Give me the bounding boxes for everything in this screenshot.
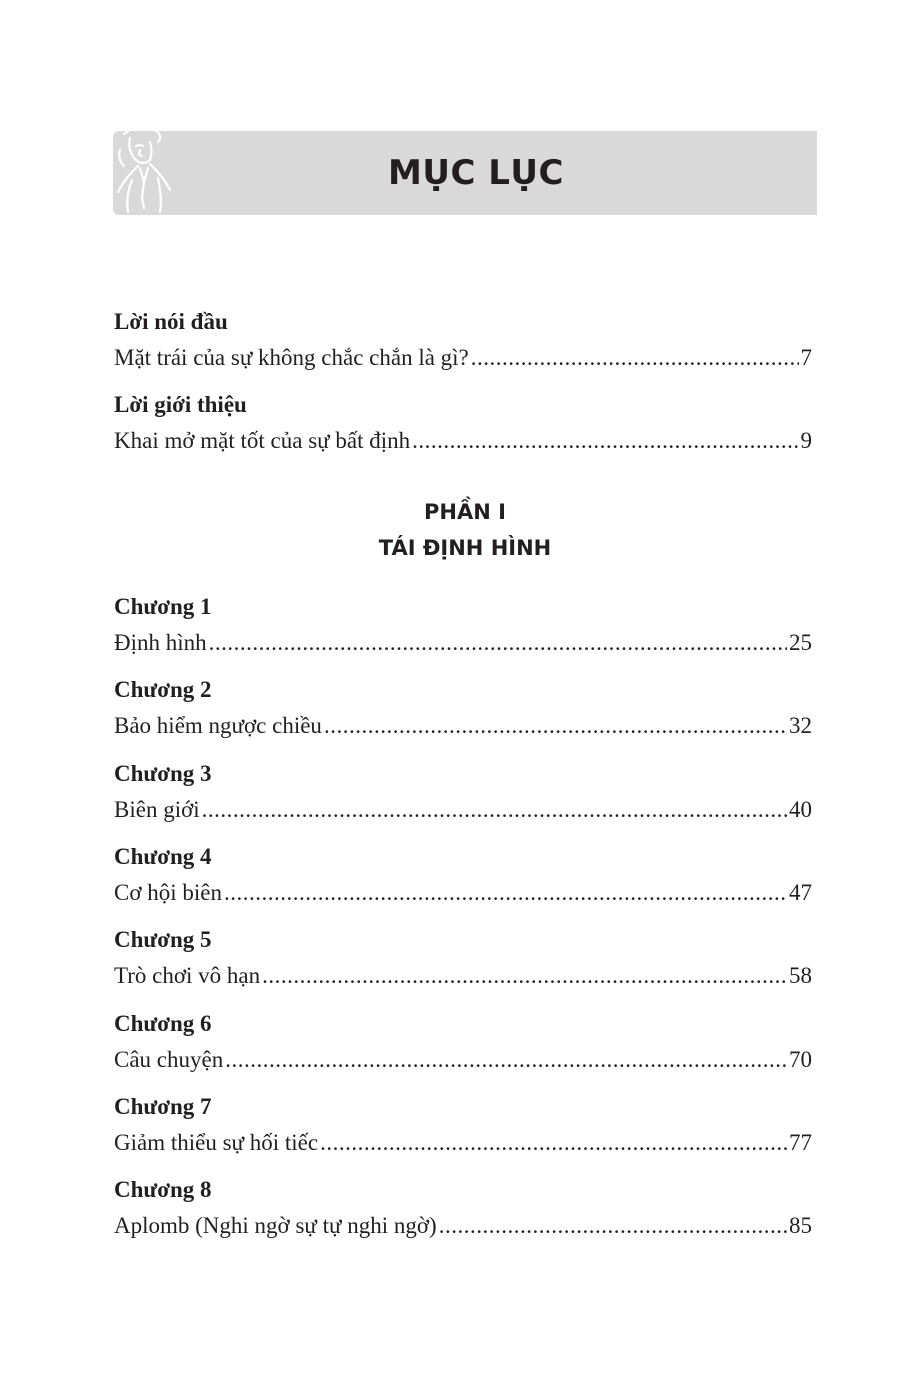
entry-line[interactable] [114,1043,812,1077]
entry-line[interactable] [114,709,812,743]
dot-leader [262,959,787,993]
dot-leader [202,793,787,827]
entry-title: Cơ hội biên [114,880,222,905]
entry-line[interactable] [114,341,812,375]
entry-title: Biên giới [114,797,200,822]
toc-entry[interactable] [114,307,812,375]
entry-heading: Lời nói đầu [114,309,228,334]
dot-leader [412,424,798,458]
dot-leader [471,341,799,375]
chapter-heading: Chương 1 [114,594,212,619]
chapter-heading: Chương 6 [114,1011,212,1036]
entry-line[interactable] [114,424,812,458]
chapter-heading: Chương 8 [114,1177,212,1202]
toc-entry[interactable] [114,390,812,458]
entry-title: Khai mở mặt tốt của sự bất định [114,428,411,453]
chapter-heading: Chương 3 [114,761,212,786]
entry-page-number: 25 [789,630,812,655]
entry-line[interactable] [114,876,812,910]
chapter-heading: Chương 2 [114,677,212,702]
toc-entry[interactable] [114,1175,812,1243]
chapter-heading: Chương 5 [114,927,212,952]
entry-title: Định hình [114,630,207,655]
entry-page-number: 85 [789,1213,812,1238]
dot-leader [324,709,787,743]
entry-page-number: 9 [800,428,812,453]
toc-entry[interactable] [114,1092,812,1160]
entry-title: Giảm thiểu sự hối tiếc [114,1130,319,1155]
toc-entry[interactable] [114,759,812,827]
entry-page-number: 47 [789,880,812,905]
toc-entry[interactable] [114,1009,812,1077]
entry-page-number: 77 [789,1130,812,1155]
entry-heading: Lời giới thiệu [114,392,247,417]
part-title: TÁI ĐỊNH HÌNH [378,536,552,560]
toc-entry[interactable] [114,592,812,660]
entry-page-number: 40 [789,797,812,822]
entry-title: Câu chuyện [114,1047,224,1072]
entry-line[interactable] [114,626,812,660]
chapter-heading: Chương 4 [114,844,212,869]
entry-line[interactable] [114,793,812,827]
dot-leader [225,1043,787,1077]
entry-title: Mặt trái của sự không chắc chắn là gì? [114,345,469,370]
entry-title: Trò chơi vô hạn [114,963,261,988]
toc-entry[interactable] [114,925,812,993]
entry-line[interactable] [114,1126,812,1160]
entry-page-number: 7 [800,345,812,370]
entry-title: Aplomb (Nghi ngờ sự tự nghi ngờ) [114,1213,437,1238]
entry-line[interactable] [114,959,812,993]
entry-page-number: 32 [789,713,812,738]
toc-entry[interactable] [114,675,812,743]
dot-leader [224,876,787,910]
dot-leader [439,1209,787,1243]
part-label: PHẦN I [424,500,506,524]
entry-line[interactable] [114,1209,812,1243]
entry-page-number: 58 [789,963,812,988]
entry-title: Bảo hiểm ngược chiều [114,713,322,738]
entry-page-number: 70 [789,1047,812,1072]
dot-leader [209,626,787,660]
dot-leader [320,1126,787,1160]
page-title: MỤC LỤC [388,153,564,193]
toc-entry[interactable] [114,842,812,910]
chapter-heading: Chương 7 [114,1094,212,1119]
